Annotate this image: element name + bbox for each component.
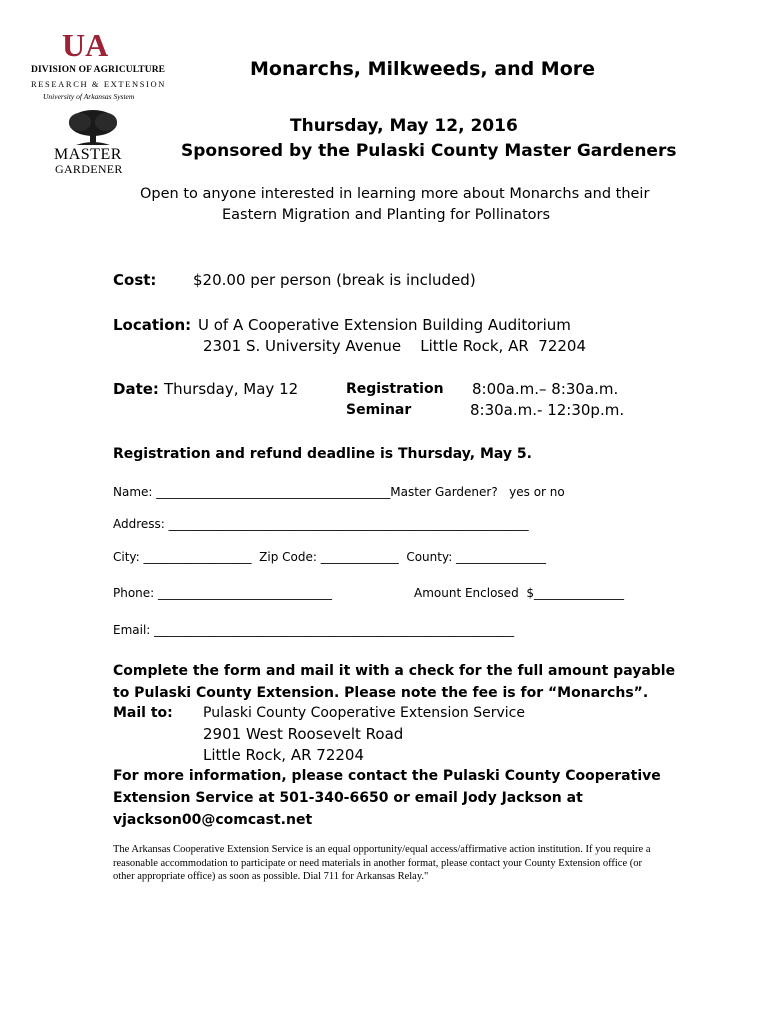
registration-label: Registration [346,381,444,397]
intro-line-1: Open to anyone interested in learning more about Monarchs and their [140,186,650,202]
sponsor-line: Sponsored by the Pulaski County Master Gardeners [181,141,677,161]
mail-instructions-2: to Pulaski County Extension. Please note the fee is for “Monarchs”. [113,685,649,701]
tree-icon [66,108,120,148]
date-value: Thursday, May 12 [164,380,299,398]
master-gardener-logo [52,108,132,178]
amount-enclosed-field[interactable]: Amount Enclosed $_______________ [414,586,624,600]
mail-address-3: Little Rock, AR 72204 [203,746,365,764]
cost-label: Cost: [113,271,157,289]
page-title: Monarchs, Milkweeds, and More [250,58,596,80]
logo-research-text: RESEARCH & EXTENSION [31,79,166,89]
logo-system-text: University of Arkansas System [43,92,135,101]
registration-time: 8:00a.m.– 8:30a.m. [472,380,619,398]
event-date: Thursday, May 12, 2016 [290,116,518,136]
cost-value: $20.00 per person (break is included) [193,271,476,289]
name-field[interactable]: Name: _______________________________________Master Gardener? yes or no [113,485,565,499]
date-label: Date: [113,380,159,398]
mail-address-1: Pulaski County Cooperative Extension Service [203,705,525,721]
mail-to-label: Mail to: [113,705,173,721]
intro-line-2: Eastern Migration and Planting for Pollinators [222,207,551,223]
logo-division-text: DIVISION OF AGRICULTURE [31,65,166,75]
ua-division-logo [24,28,164,102]
mail-instructions-1: Complete the form and mail it with a check for the full amount payable [113,663,676,679]
location-label: Location: [113,316,192,334]
deadline-notice: Registration and refund deadline is Thursday, May 5. [113,446,532,462]
email-field[interactable]: Email: ____________________________________________________________ [113,623,515,637]
seminar-time: 8:30a.m.- 12:30p.m. [470,401,625,419]
logo-gardener-text: GARDENER [55,162,123,176]
contact-info-2: Extension Service at 501-340-6650 or email Jody Jackson at [113,790,583,806]
svg-text:UA: UA [62,28,109,60]
seminar-label: Seminar [346,402,412,418]
logo-master-text: MASTER [54,146,122,163]
equal-opportunity-footer: The Arkansas Cooperative Extension Service is an equal opportunity/equal access/affirmative action institution. If you require a reasonable accommodation to participate or need materials in another format, please contact your County Extension office (or other appropriate office) as soon as possible. Dial 711 for Arkansas Relay." [113,844,651,882]
mail-address-2: 2901 West Roosevelt Road [203,725,404,743]
contact-email: vjackson00@comcast.net [113,812,313,828]
phone-field[interactable]: Phone: _____________________________ [113,586,333,600]
city-zip-county-field[interactable]: City: __________________ Zip Code: _____________ County: _______________ [113,550,547,564]
contact-info-1: For more information, please contact the Pulaski County Cooperative [113,768,661,784]
location-line-2: 2301 S. University Avenue Little Rock, AR 72204 [203,337,587,355]
ua-mark-icon [60,28,120,60]
location-line-1: U of A Cooperative Extension Building Auditorium [198,316,571,334]
address-field[interactable]: Address: ____________________________________________________________ [113,517,529,531]
